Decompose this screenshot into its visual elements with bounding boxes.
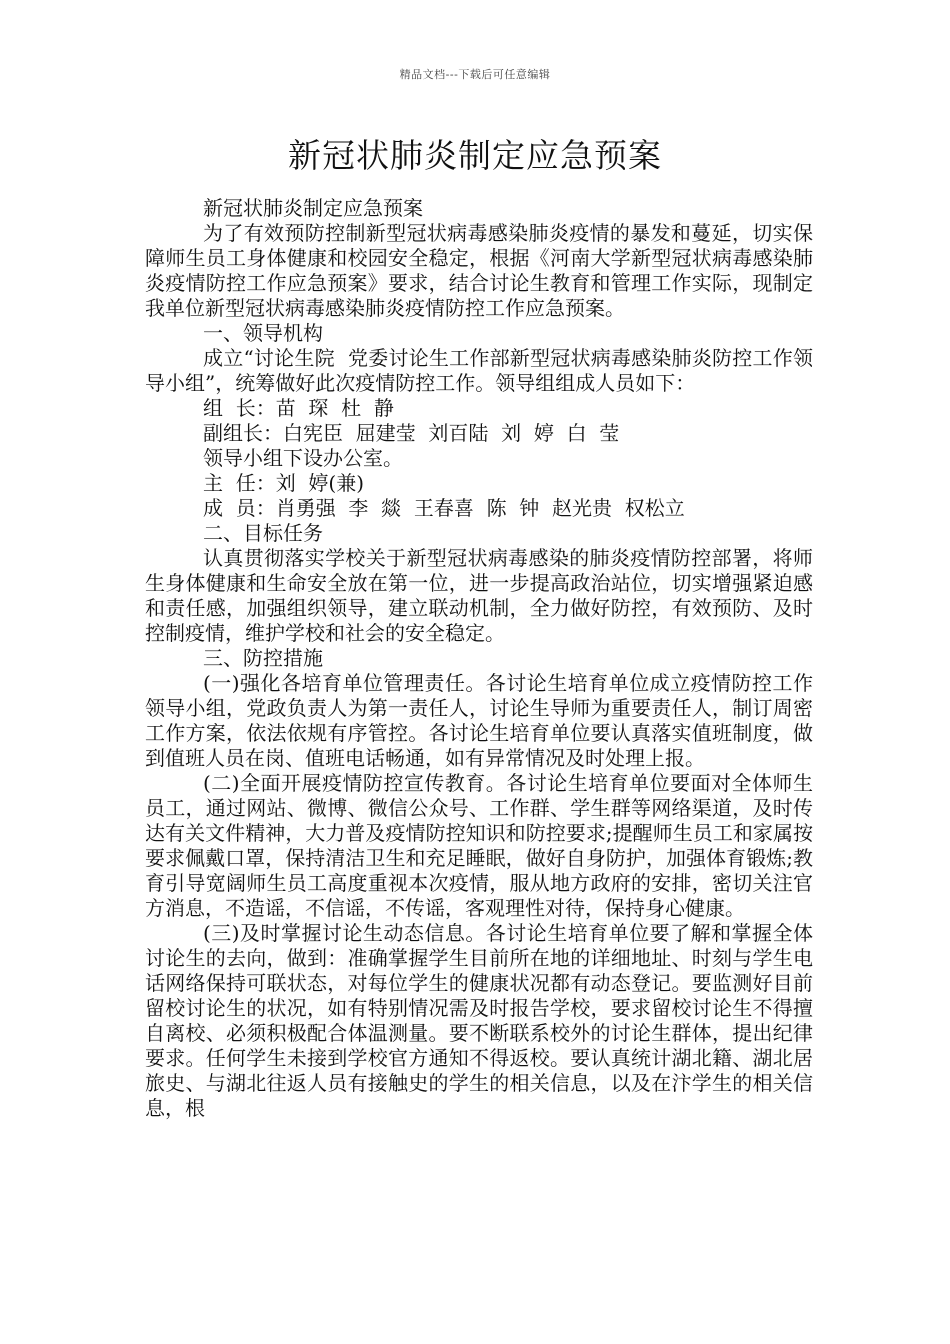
paragraph-measure-3: (三)及时掌握讨论生动态信息。各讨论生培育单位要了解和掌握全体讨论生的去向，做到：准确掌握学生目前所在地的详细地址、时刻与学生电话网络保持可联状态，对每位学生的健康状况都有动态登记。要监测好目前留校讨论生的状况，如有特别情况需及时报告学校，要求留校讨论生不得擅自离校、必须积极配合体温测量。要不断联系校外的讨论生群体，提出纪律要求。任何学生未接到学校官方通知不得返校。要认真统计湖北籍、湖北居旅史、与湖北往返人员有接触史的学生的相关信息，以及在汴学生的相关信息，根 (145, 921, 813, 1120)
member-line-members: 成 员：肖勇强 李 燚 王春喜 陈 钟 赵光贵 权松立 (203, 496, 685, 520)
section-heading-leadership: 一、领导机构 (203, 321, 323, 345)
member-line-deputy: 副组长：白宪臣 屈建莹 刘百陆 刘 婷 白 莹 (203, 421, 620, 445)
paragraph-intro: 为了有效预防控制新型冠状病毒感染肺炎疫情的暴发和蔓延，切实保障师生员工身体健康和校园安全稳定，根据《河南大学新型冠状病毒感染肺炎疫情防控工作应急预案》要求，结合讨论生教育和管理工作实际，现制定我单位新型冠状病毒感染肺炎疫情防控工作应急预案。 (145, 221, 813, 320)
paragraph-measure-2: (二)全面开展疫情防控宣传教育。各讨论生培育单位要面对全体师生员工，通过网站、微博、微信公众号、工作群、学生群等网络渠道，及时传达有关文件精神，大力普及疫情防控知识和防控要求;提醒师生员工和家属按要求佩戴口罩，保持清洁卫生和充足睡眠，做好自身防护，加强体育锻炼;教育引导宽阔师生员工高度重视本次疫情，服从地方政府的安排，密切关注官方消息，不造谣，不信谣，不传谣，客观理性对待，保持身心健康。 (145, 771, 813, 920)
paragraph-measure-1: (一)强化各培育单位管理责任。各讨论生培育单位成立疫情防控工作领导小组，党政负责人为第一责任人，讨论生导师为重要责任人，制订周密工作方案，依法依规有序管控。各讨论生培育单位要认真落实值班制度，做到值班人员在岗、值班电话畅通，如有异常情况及时处理上报。 (145, 671, 813, 770)
document-title: 新冠状肺炎制定应急预案 (288, 136, 662, 175)
paragraph-leadership: 成立“讨论生院 党委讨论生工作部新型冠状病毒感染肺炎防控工作领导小组”，统筹做好此次疫情防控工作。领导组组成人员如下： (145, 346, 813, 395)
document-body (145, 196, 813, 1121)
paragraph-office: 领导小组下设办公室。 (203, 446, 403, 470)
member-line-leader: 组 长：苗 琛 杜 静 (203, 396, 394, 420)
section-heading-measures: 三、防控措施 (203, 646, 323, 670)
section-heading-goals: 二、目标任务 (203, 521, 323, 545)
paragraph-subtitle: 新冠状肺炎制定应急预案 (203, 196, 423, 220)
page-header: 精品文档---下载后可任意编辑 (399, 68, 551, 81)
member-line-director: 主 任：刘 婷(兼) (203, 471, 365, 495)
paragraph-goals: 认真贯彻落实学校关于新型冠状病毒感染的肺炎疫情防控部署，将师生身体健康和生命安全放在第一位，进一步提高政治站位，切实增强紧迫感和责任感，加强组织领导，建立联动机制，全力做好防控，有效预防、及时控制疫情，维护学校和社会的安全稳定。 (145, 546, 813, 645)
